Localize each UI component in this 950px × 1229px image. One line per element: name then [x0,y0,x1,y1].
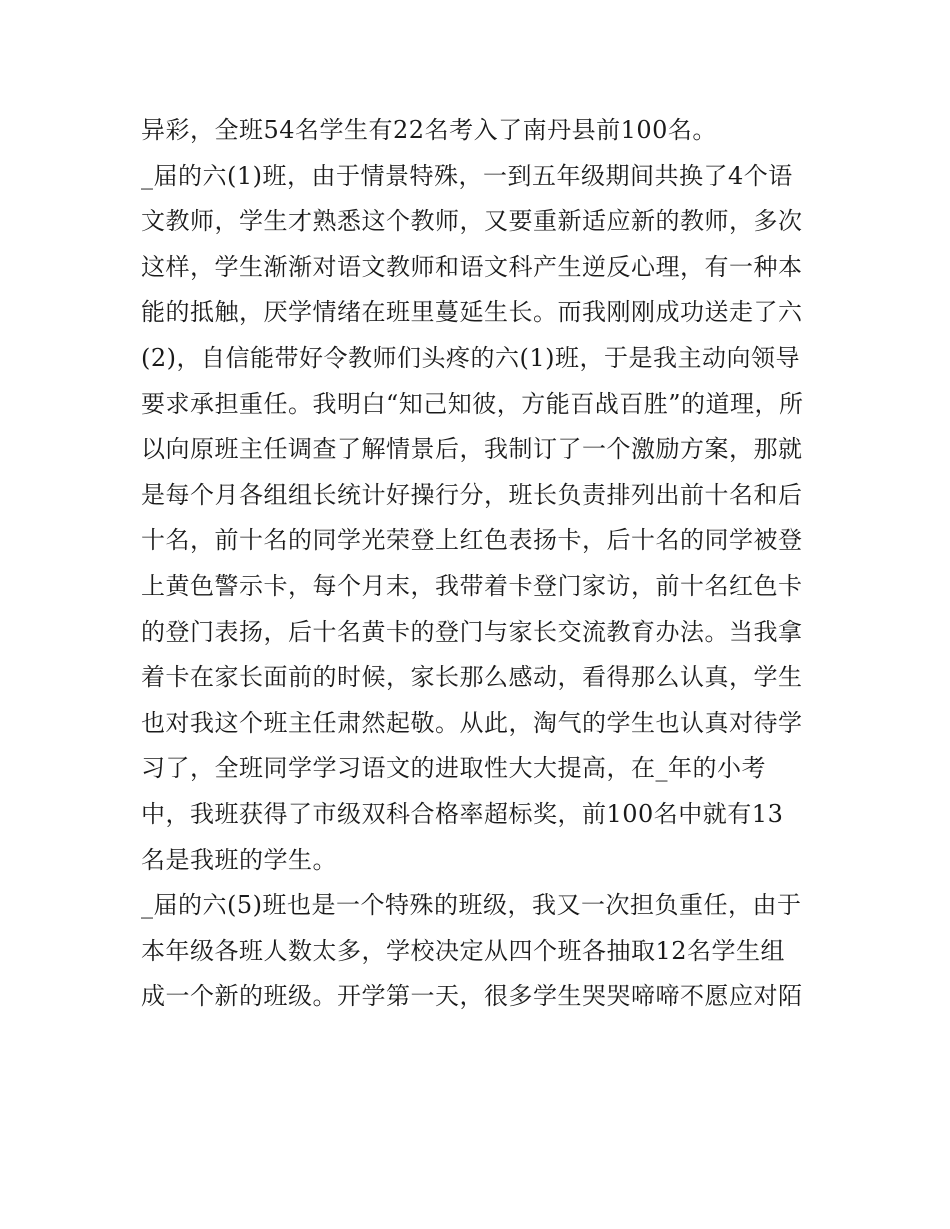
text-line: _届的六(5)班也是一个特殊的班级，我又一次担负重任，由于 [141,891,802,920]
body-text [141,108,821,1020]
text-line: (2)，自信能带好令教师们头疼的六(1)班，于是我主动向领导 [141,343,800,372]
text-line: 的登门表扬，后十名黄卡的登门与家长交流教育办法。当我拿 [141,617,803,646]
text-line: 十名，前十名的同学光荣登上红色表扬卡，后十名的同学被登 [141,526,803,555]
text-line: 是每个月各组组长统计好操行分，班长负责排列出前十名和后 [141,480,803,509]
text-line: 中，我班获得了市级双科合格率超标奖，前100名中就有13 [141,799,784,828]
text-line: 上黄色警示卡，每个月末，我带着卡登门家访，前十名红色卡 [141,571,803,600]
text-line: 异彩，全班54名学生有22名考入了南丹县前100名。 [141,116,717,144]
text-line: 成一个新的班级。开学第一天，很多学生哭哭啼啼不愿应对陌 [141,982,803,1011]
text-line: 以向原班主任调查了解情景后，我制订了一个激励方案，那就 [141,435,803,464]
text-line: _届的六(1)班，由于情景特殊，一到五年级期间共换了4个语 [141,161,793,190]
text-line: 名是我班的学生。 [141,845,337,874]
text-line: 要求承担重任。我明白“知己知彼，方能百战百胜”的道理，所 [141,389,804,418]
text-line: 着卡在家长面前的时候，家长那么感动，看得那么认真，学生 [141,663,803,692]
text-line: 习了，全班同学学习语文的进取性大大提高，在_年的小考 [141,754,766,783]
text-line: 能的抵触，厌学情绪在班里蔓延生长。而我刚刚成功送走了六 [141,298,803,327]
text-line: 也对我这个班主任肃然起敬。从此，淘气的学生也认真对待学 [141,708,803,737]
text-line: 文教师，学生才熟悉这个教师，又要重新适应新的教师，多次 [141,207,803,236]
text-line: 本年级各班人数太多，学校决定从四个班各抽取12名学生组 [141,936,786,965]
text-line: 这样，学生渐渐对语文教师和语文科产生逆反心理，有一种本 [141,252,803,281]
